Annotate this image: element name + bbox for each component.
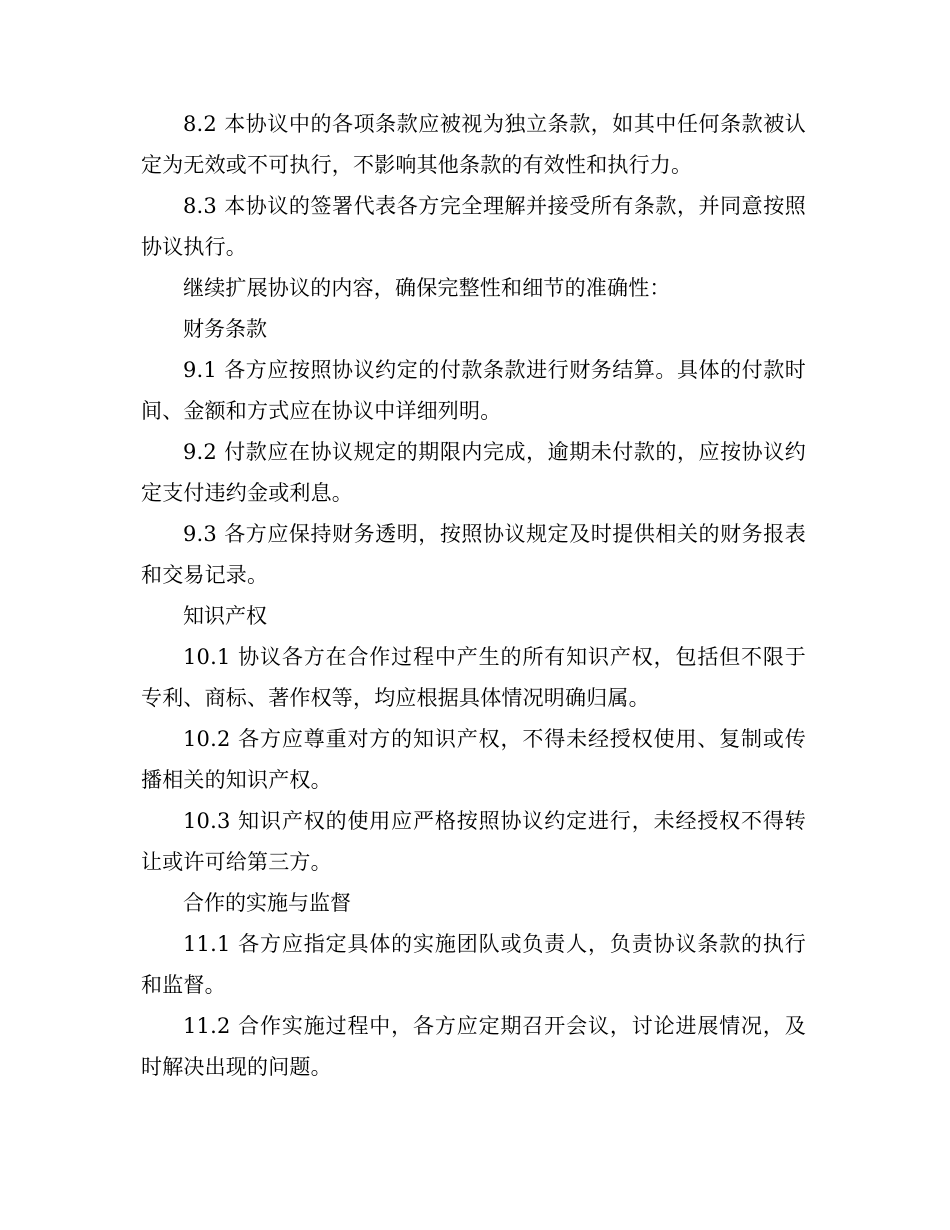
clause-9-2: 9.2 付款应在协议规定的期限内完成，逾期未付款的，应按协议约定支付违约金或利息。 — [141, 440, 806, 505]
clause-10-1: 10.1 协议各方在合作过程中产生的所有知识产权，包括但不限于专利、商标、著作权等，均应根据具体情况明确归属。 — [141, 645, 806, 710]
clause-10-2: 10.2 各方应尊重对方的知识产权，不得未经授权使用、复制或传播相关的知识产权。 — [141, 727, 806, 792]
continuation-note: 继续扩展协议的内容，确保完整性和细节的准确性： — [183, 276, 671, 300]
clause-10-3: 10.3 知识产权的使用应严格按照协议约定进行，未经授权不得转让或许可给第三方。 — [141, 809, 806, 874]
section-heading-implementation: 合作的实施与监督 — [183, 891, 351, 915]
clause-9-3: 9.3 各方应保持财务透明，按照协议规定及时提供相关的财务报表和交易记录。 — [141, 522, 806, 587]
section-heading-ip: 知识产权 — [183, 604, 267, 628]
clause-11-2: 11.2 合作实施过程中，各方应定期召开会议，讨论进展情况，及时解决出现的问题。 — [141, 1014, 806, 1079]
clause-9-1: 9.1 各方应按照协议约定的付款条款进行财务结算。具体的付款时间、金额和方式应在协议中详细列明。 — [141, 358, 806, 423]
section-heading-finance: 财务条款 — [183, 317, 267, 341]
clause-8-3: 8.3 本协议的签署代表各方完全理解并接受所有条款，并同意按照协议执行。 — [141, 194, 806, 259]
clause-11-1: 11.1 各方应指定具体的实施团队或负责人，负责协议条款的执行和监督。 — [141, 932, 806, 997]
clause-8-2: 8.2 本协议中的各项条款应被视为独立条款，如其中任何条款被认定为无效或不可执行，不影响其他条款的有效性和执行力。 — [141, 112, 806, 177]
